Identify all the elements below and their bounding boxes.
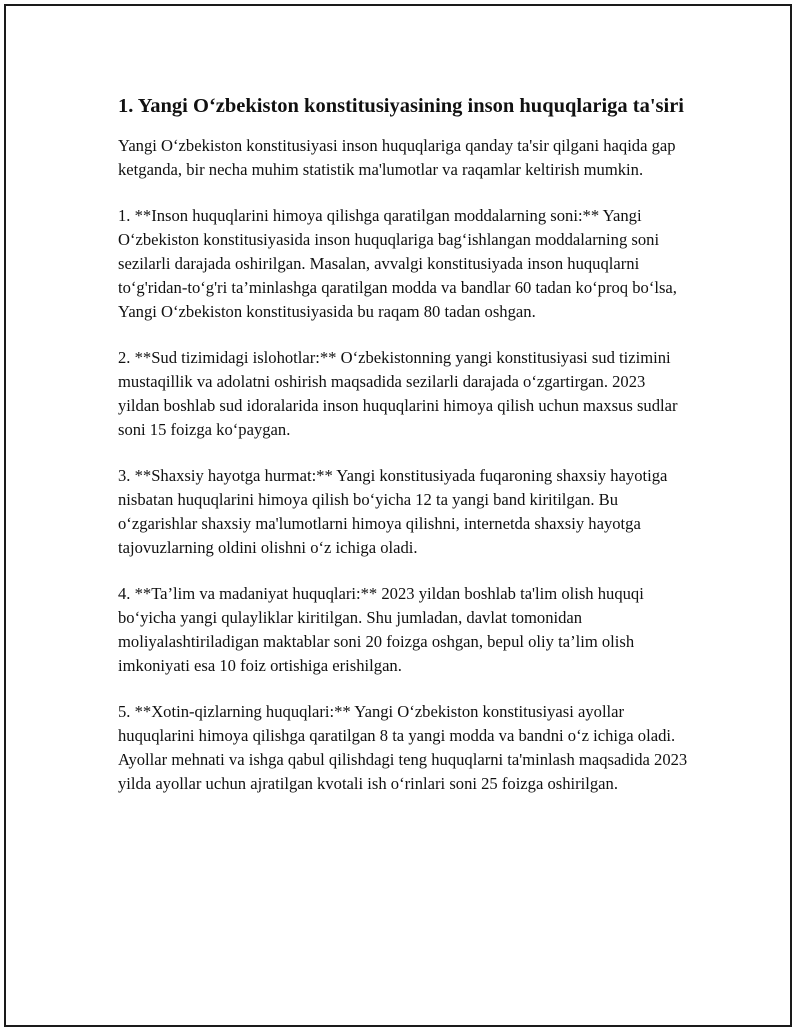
paragraph-court-reforms: 2. **Sud tizimidagi islohotlar:** O‘zbekistonning yangi konstitusiyasi sud tizimini mustaqillik va adolatni oshirish maqsadida sezilarli darajada o‘zgartirgan. 2023 yildan boshlab sud idoralarida inson huquqlarini himoya qilish uchun maxsus sudlar soni 15 foizga ko‘paygan. (118, 348, 678, 439)
paragraph-article-count: 1. **Inson huquqlarini himoya qilishga qaratilgan moddalarning soni:** Yangi O‘zbekiston konstitusiyasida inson huquqlariga bag‘ishlangan moddalarning soni sezilarli darajada oshirilgan. Masalan, avvalgi konstitusiyada inson huquqlarni to‘g'ridan-to‘g'ri ta’minlashga qaratilgan modda va bandlar 60 tadan ko‘proq bo‘lsa, Yangi O‘zbekiston konstitusiyasida bu raqam 80 tadan oshgan. (118, 206, 677, 321)
document-body (118, 92, 688, 818)
paragraph-women-rights: 5. **Xotin-qizlarning huquqlari:** Yangi O‘zbekiston konstitusiyasi ayollar huquqlarini himoya qilishga qaratilgan 8 ta yangi modda va bandni o‘z ichiga oladi. Ayollar mehnati va ishga qabul qilishdagi teng huquqlarni ta'minlash maqsadida 2023 yilda ayollar uchun ajratilgan kvotali ish o‘rinlari soni 25 foizga oshirilgan. (118, 702, 688, 793)
paragraph-education: 4. **Ta’lim va madaniyat huquqlari:** 2023 yildan boshlab ta'lim olish huquqi bo‘yicha yangi qulayliklar kiritilgan. Shu jumladan, davlat tomonidan moliyalashtiriladigan maktablar soni 20 foizga oshgan, bepul oliy ta’lim olish imkoniyati esa 10 foiz ortishiga erishilgan. (118, 584, 644, 675)
intro-paragraph: Yangi O‘zbekiston konstitusiyasi inson huquqlariga qanday ta'sir qilgani haqida gap ketganda, bir necha muhim statistik ma'lumotlar va raqamlar keltirish mumkin. (118, 136, 676, 179)
paragraph-privacy: 3. **Shaxsiy hayotga hurmat:** Yangi konstitusiyada fuqaroning shaxsiy hayotiga nisbatan huquqlarini himoya qilish bo‘yicha 12 ta yangi band kiritilgan. Bu o‘zgarishlar shaxsiy ma'lumotlarni himoya qilishni, internetda shaxsiy hayotga tajovuzlarning oldini olishni o‘z ichiga oladi. (118, 466, 668, 557)
document-title: 1. Yangi O‘zbekiston konstitusiyasining inson huquqlariga ta'siri (118, 95, 685, 117)
